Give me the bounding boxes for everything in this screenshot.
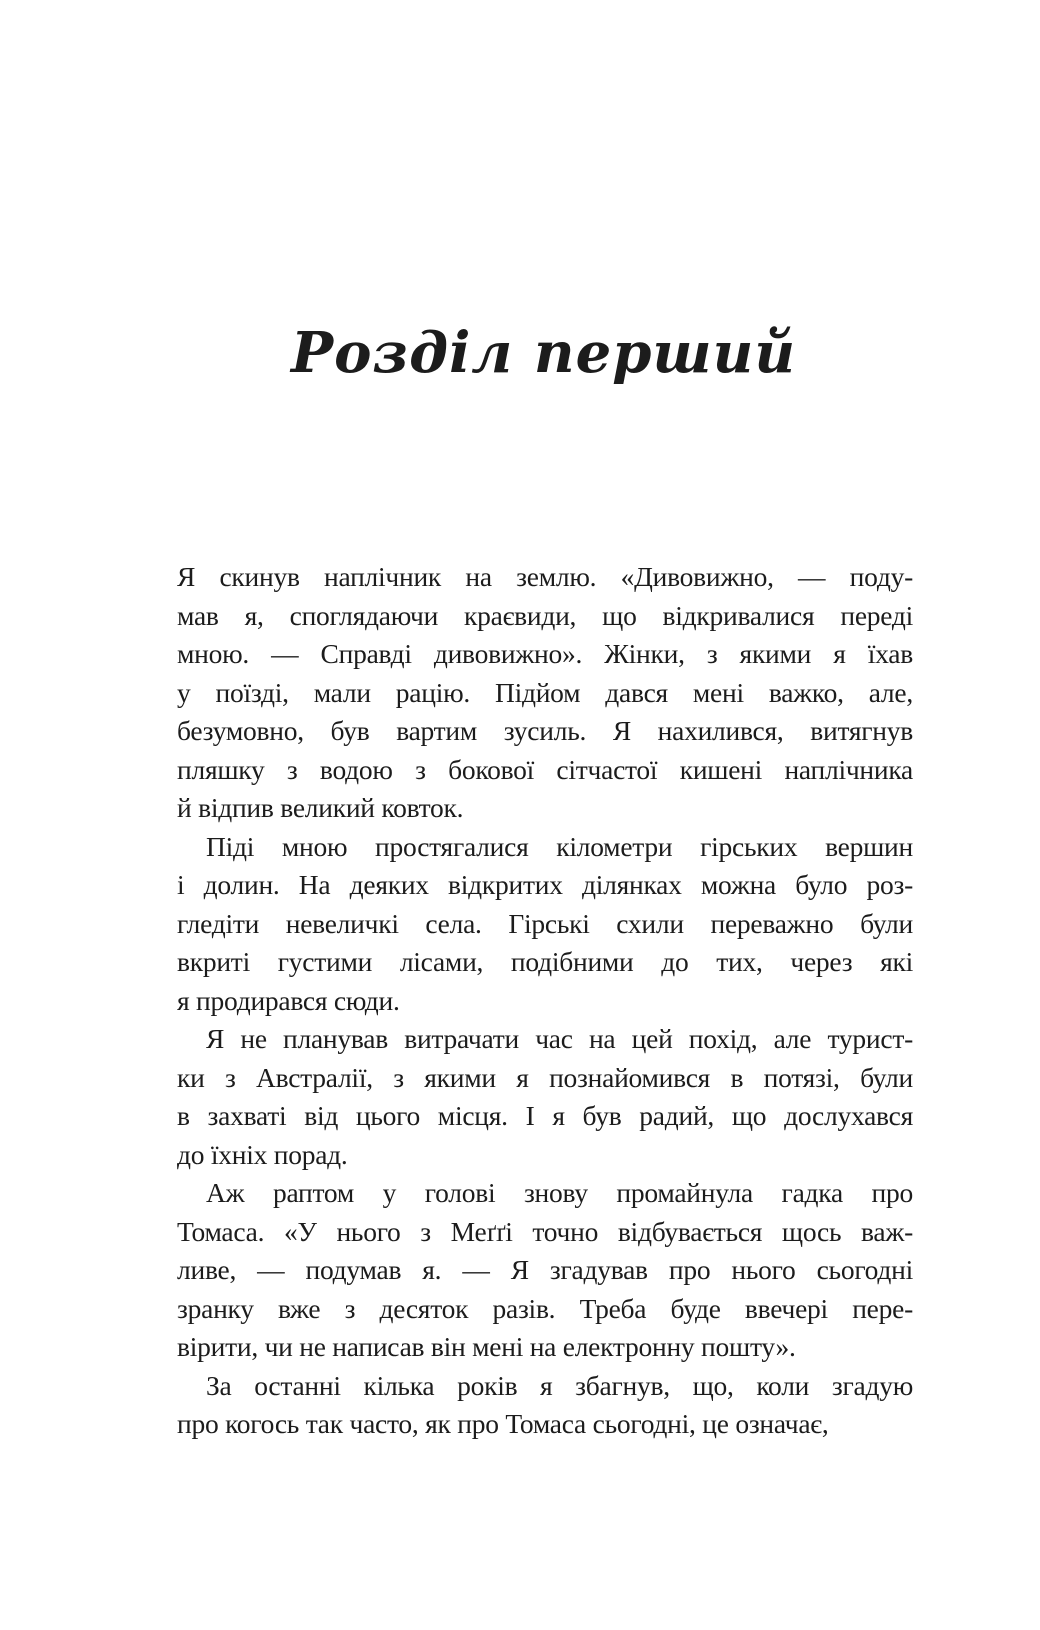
paragraph — [177, 1020, 913, 1174]
text-line: За останні кілька років я збагнув, що, коли згадую — [206, 1369, 913, 1401]
text-line: пляшку з водою з бокової сітчастої кишені наплічника — [177, 753, 913, 785]
paragraph — [177, 1367, 913, 1444]
text-line: у поїзді, мали рацію. Підйом дався мені важко, але, — [177, 676, 913, 708]
text-line: і долин. На деяких відкритих ділянках можна було роз- — [177, 869, 913, 900]
chapter-title: Розділ перший — [290, 320, 797, 386]
text-line: мною. — Справді дивовижно». Жінки, з якими я їхав — [177, 638, 913, 669]
paragraph — [177, 558, 913, 828]
body-text — [177, 558, 913, 1444]
paragraph — [177, 1174, 913, 1367]
text-line: ливе, — подумав я. — Я згадував про нього сьогодні — [177, 1254, 913, 1285]
text-line: в захваті від цього місця. І я був радий, що дослухався — [177, 1100, 913, 1131]
paragraph — [177, 828, 913, 1021]
text-line: Піді мною простягалися кілометри гірських вершин — [206, 830, 913, 862]
text-line: й відпив великий ковток. — [177, 792, 464, 823]
text-line: гледіти невеличкі села. Гірські схили переважно були — [177, 907, 913, 939]
text-line: я продирався сюди. — [177, 984, 400, 1016]
text-line: вкриті густими лісами, подібними до тих, через які — [177, 946, 913, 977]
text-line: Я скинув наплічник на землю. «Дивовижно, — поду- — [177, 561, 913, 592]
text-line: вірити, чи не написав він мені на електронну пошту». — [177, 1331, 796, 1362]
text-line: Я не планував витрачати час на цей похід, але турист- — [206, 1023, 913, 1054]
text-line: ки з Австралії, з якими я познайомився в потязі, були — [177, 1061, 913, 1093]
text-line: про когось так часто, як про Томаса сьогодні, це означає, — [177, 1408, 829, 1439]
text-line: мав я, споглядаючи краєвиди, що відкривалися переді — [177, 599, 913, 631]
text-line: до їхніх порад. — [177, 1138, 348, 1170]
text-line: Томаса. «У нього з Меґґі точно відбувається щось важ- — [177, 1215, 913, 1247]
text-line: безумовно, був вартим зусиль. Я нахилився, витягнув — [177, 715, 913, 746]
text-line: зранку вже з десяток разів. Треба буде ввечері пере- — [177, 1292, 913, 1324]
text-line: Аж раптом у голові знову промайнула гадка про — [206, 1177, 913, 1208]
